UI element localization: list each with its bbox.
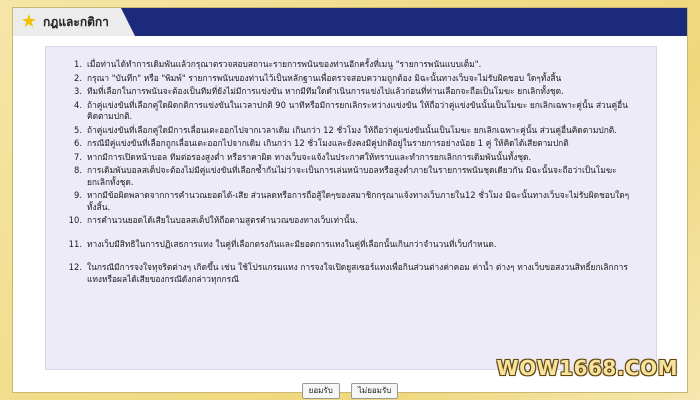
rule-item: 9. หากมีข้อผิดพลาดจากการคำนวณยอดได้-เสีย ส่วนลดหรือการถือสู้ใดๆของสมาชิกกรุณาแจ้งทางเว็บภายใน12 ชั่วโมง มิฉะนั้นทางเว็บจะไม่รับผิดชอบใดๆทั้งสิ้น. — [74, 190, 630, 212]
rule-item: 12. ในกรณีมีการจงใจทุจริตต่างๆ เกิดขึ้น เช่น ใช้โปรแกรมแทง การจงใจเปิดยูสเซอร์แทงเพื่อกินส่วนต่างค่าคอม ค่าน้ำ ต่างๆ ทางเว็บขอสงวนสิทธิ์ยกเลิกการแทงหรือผลได้เสียของกรณีดังกล่าวทุกกรณี — [68, 262, 628, 284]
rules-content — [45, 46, 657, 370]
rule-item: 11. ทางเว็บมีสิทธิในการปฏิเสธการแทง ในคู่ที่เลือกตรงกันและมียอดการแทงในคู่ที่เลือกนั้นเกินกว่าจำนวนที่เว็บกำหนด. — [68, 238, 497, 249]
rule-item: 6. กรณีมีคู่แข่งขันที่เลือกถูกเลื่อนเตะออกไปจากเดิม เกินกว่า 12 ชั่วโมงและยังคงมีคู่ปกติอยู่ในรายการอย่างน้อย 1 คู่ ให้คิดได้เสียตามปกติ — [74, 138, 569, 148]
star-icon: ★ — [20, 11, 38, 32]
rule-item: 10. การคำนวนยอดได้เสียในบอลสเต็ปให้ถือตามสูตรคำนวณของทางเว็บเท่านั้น. — [68, 215, 358, 225]
decline-button[interactable]: ไม่ยอมรับ — [351, 383, 398, 399]
rule-item: 7. หากมีการเปิดหน้าบอล ทีมต่อรองสูงต่ำ หรือราคาผิด ทางเว็บจะแจ้งในประกาศให้ทราบและทำการยกเลิกการเดิมพันนั้นทั้งชุด. — [74, 151, 532, 162]
page-title: กฎและกติกา — [43, 15, 109, 29]
site-logo: WOW1668.COM — [496, 356, 678, 380]
rules-panel — [12, 7, 688, 393]
rule-item: 4. ถ้าคู่แข่งขันที่เลือกคู่ใดผิดกติการแข่งขันในเวลาปกติ 90 นาทีหรือมีการยกเลิกระหว่างแข่งขัน ให้ถือว่าคู่แข่งขันนั้นเป็นโมฆะ ยกเลิกเฉพาะคู่นั้น ส่วนคู่อื่นคิดตามปกติ. — [74, 99, 628, 121]
rules-list — [46, 47, 656, 285]
rule-item: 3. ทีมที่เลือกในการพนันจะต้องเป็นทีมที่ยังไม่มีการแข่งขัน หากมีทีมใดดำเนินการแข่งไปแล้วก่อนที่ท่านเลือกจะถือเป็นโมฆะ ยกเลิกทั้งชุด. — [74, 86, 564, 96]
rule-item: 5. ถ้าคู่แข่งขันที่เลือกคู่ใดมีการเลื่อนเตะออกไปจากเวลาเดิม เกินกว่า 12 ชั่วโมง ให้ถือว่าคู่แข่งขันนั้นเป็นโมฆะ ยกเลิกเฉพาะคู่นั้น ส่วนคู่อื่นคิดตามปกติ. — [74, 124, 617, 135]
rule-item: 8. การเดิมพันบอลสเต็ปจะต้องไม่มีคู่แข่งขันที่เลือกซ้ำกันไม่ว่าจะเป็นการเล่นหน้าบอลหรือสูงต่ำภายในรายการพนันชุดเดียวกัน มิฉะนั้นจะถือว่าเป็นโมฆะ ยกเลิกทั้งชุด. — [74, 165, 617, 187]
button-row — [13, 378, 687, 399]
rule-item: 1. เมื่อท่านได้ทำการเดิมพันแล้วกรุณาตรวจสอบสถานะรายการพนันของท่านอีกครั้งที่เมนู "รายการพนันแบบเต็ม". — [74, 59, 482, 69]
header-bar — [13, 8, 687, 36]
accept-button[interactable]: ยอมรับ — [302, 383, 340, 399]
rule-item: 2. กรุณา "บันทึก" หรือ "พิมพ์" รายการพนันของท่านไว้เป็นหลักฐานเพื่อตรวจสอบความถูกต้อง มิฉะนั้นทางเว็บจะไม่รับผิดชอบ ใดๆทั้งสิ้น — [74, 72, 562, 83]
